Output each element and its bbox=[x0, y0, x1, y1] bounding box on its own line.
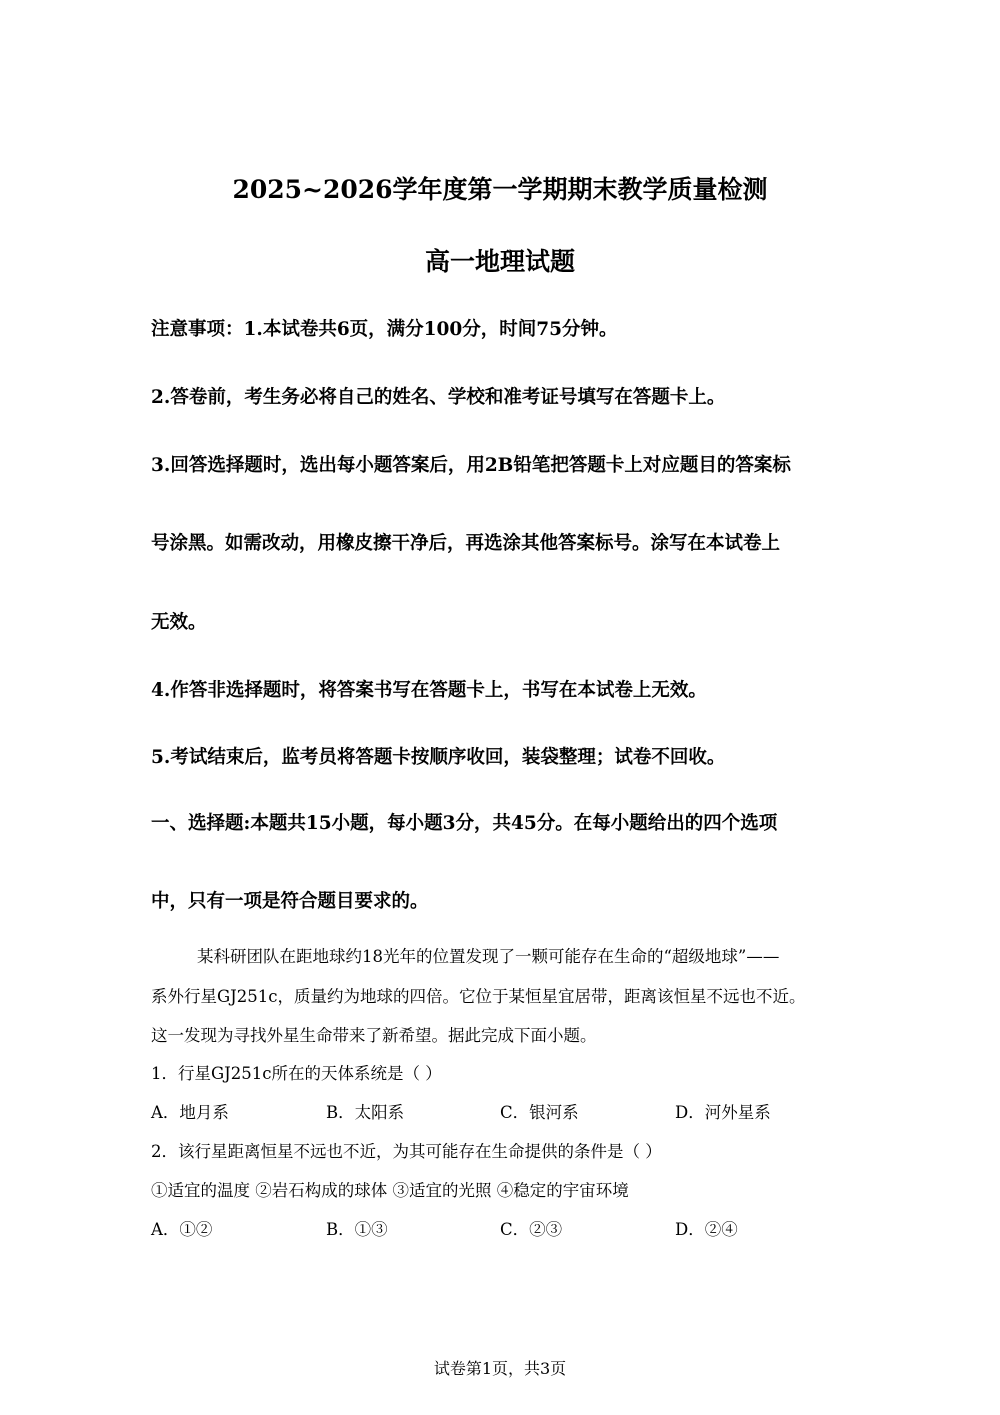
question-1-stem: 1．行星GJ251c所在的天体系统是（ ） bbox=[151, 1064, 442, 1083]
question-1-option-d: D．河外星系 bbox=[675, 1103, 771, 1122]
question-2-statements: ①适宜的温度 ②岩石构成的球体 ③适宜的光照 ④稳定的宇宙环境 bbox=[151, 1181, 629, 1200]
notice-line-6: 4.作答非选择题时，将答案书写在答题卡上，书写在本试卷上无效。 bbox=[151, 680, 707, 701]
notice-line-1: 注意事项：1.本试卷共6页，满分100分，时间75分钟。 bbox=[151, 319, 618, 340]
exam-subtitle: 高一地理试题 bbox=[424, 247, 575, 276]
question-2-stem: 2．该行星距离恒星不远也不近，为其可能存在生命提供的条件是（ ） bbox=[151, 1142, 662, 1161]
question-2-option-c: C．②③ bbox=[500, 1220, 563, 1239]
notice-line-2: 2.答卷前，考生务必将自己的姓名、学校和准考证号填写在答题卡上。 bbox=[151, 387, 726, 408]
question-1-option-c: C．银河系 bbox=[500, 1103, 579, 1122]
question-1-option-a: A．地月系 bbox=[151, 1103, 229, 1122]
notice-line-3: 3.回答选择题时，选出每小题答案后，用2B铅笔把答题卡上对应题目的答案标 bbox=[151, 455, 791, 476]
passage-line-2: 系外行星GJ251c，质量约为地球的四倍。它位于某恒星宜居带，距离该恒星不远也不近。 bbox=[151, 987, 806, 1006]
passage-line-3: 这一发现为寻找外星生命带来了新希望。据此完成下面小题。 bbox=[151, 1026, 597, 1045]
question-1-option-b: B．太阳系 bbox=[326, 1103, 405, 1122]
notice-line-7: 5.考试结束后，监考员将答题卡按顺序收回，装袋整理；试卷不回收。 bbox=[151, 747, 726, 768]
section-heading-line-1: 一、选择题:本题共15小题，每小题3分，共45分。在每小题给出的四个选项 bbox=[151, 813, 778, 834]
question-2-option-a: A．①② bbox=[151, 1220, 213, 1239]
notice-line-4: 号涂黑。如需改动，用橡皮擦干净后，再选涂其他答案标号。涂写在本试卷上 bbox=[151, 533, 781, 554]
passage-line-1: 某科研团队在距地球约18光年的位置发现了一颗可能存在生命的“超级地球”—— bbox=[197, 947, 780, 966]
notice-line-5: 无效。 bbox=[151, 612, 207, 633]
question-2-option-b: B．①③ bbox=[326, 1220, 388, 1239]
exam-title: 2025~2026学年度第一学期期末教学质量检测 bbox=[232, 175, 768, 204]
page-footer: 试卷第1页，共3页 bbox=[433, 1359, 567, 1378]
section-heading-line-2: 中，只有一项是符合题目要求的。 bbox=[151, 891, 429, 912]
question-2-option-d: D．②④ bbox=[675, 1220, 738, 1239]
